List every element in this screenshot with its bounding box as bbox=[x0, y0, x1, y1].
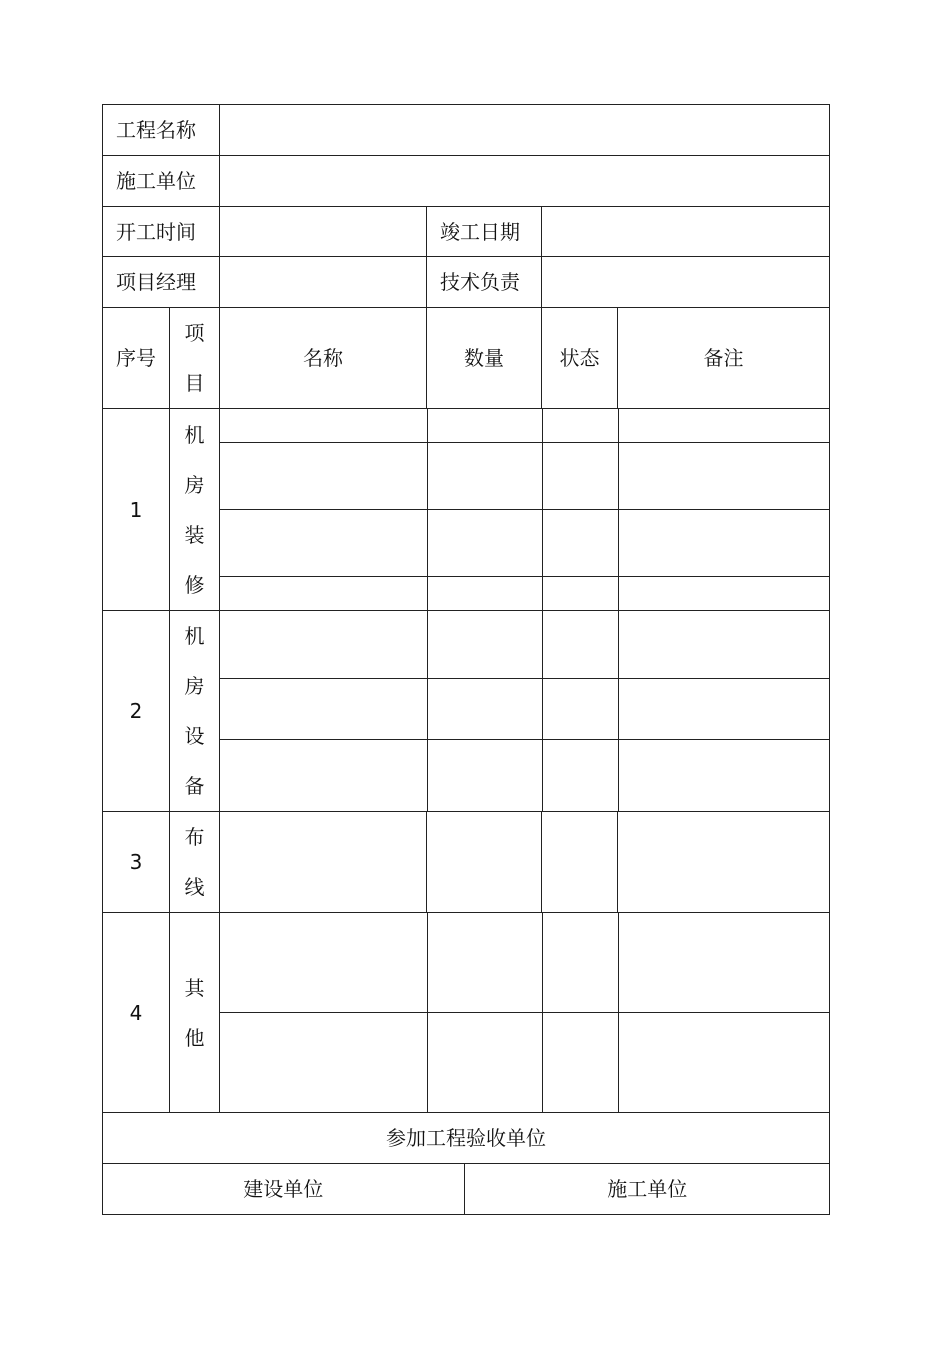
section-row-3 bbox=[103, 812, 830, 913]
tech-lead-label: 技术负责 bbox=[427, 257, 542, 308]
entry-remarks-cell[interactable] bbox=[618, 678, 830, 739]
project-name-field[interactable] bbox=[220, 105, 830, 156]
contractor-field[interactable] bbox=[220, 156, 830, 207]
section-item-text: 机房设备 bbox=[184, 624, 205, 798]
entry-row bbox=[220, 443, 830, 510]
start-date-label: 开工时间 bbox=[103, 207, 220, 257]
section-number: 3 bbox=[103, 812, 170, 913]
entry-remarks-cell[interactable] bbox=[618, 510, 830, 577]
entry-grid bbox=[220, 611, 830, 811]
entry-grid bbox=[220, 913, 830, 1112]
project-acceptance-table bbox=[102, 104, 830, 1215]
entry-quantity-cell[interactable] bbox=[427, 913, 542, 1013]
entry-row bbox=[220, 678, 830, 739]
project-name-label: 工程名称 bbox=[103, 105, 220, 156]
entry-row bbox=[220, 913, 830, 1013]
entry-name-cell[interactable] bbox=[220, 409, 427, 443]
section-item bbox=[170, 409, 220, 611]
start-date-field[interactable] bbox=[220, 207, 427, 257]
acceptance-parties-row bbox=[103, 1164, 830, 1215]
entry-quantity-cell[interactable] bbox=[427, 577, 542, 611]
entry-quantity-cell[interactable] bbox=[427, 611, 542, 678]
entry-name-cell[interactable] bbox=[220, 678, 427, 739]
section-entries bbox=[220, 611, 830, 812]
col-seq-header: 序号 bbox=[103, 308, 170, 409]
contractor-row bbox=[103, 156, 830, 207]
entry-name-cell[interactable] bbox=[220, 577, 427, 611]
entry-status-cell[interactable] bbox=[542, 1013, 618, 1113]
section-number: 2 bbox=[103, 611, 170, 812]
entry-row bbox=[220, 577, 830, 611]
entry-remarks-cell[interactable] bbox=[618, 409, 830, 443]
entry-name-cell[interactable] bbox=[220, 510, 427, 577]
entry-row bbox=[220, 510, 830, 577]
entry-status-cell[interactable] bbox=[542, 678, 618, 739]
entry-quantity-cell[interactable] bbox=[427, 812, 542, 913]
manager-field[interactable] bbox=[220, 257, 427, 308]
entry-row bbox=[220, 611, 830, 678]
section-item bbox=[170, 913, 220, 1113]
entry-remarks-cell[interactable] bbox=[618, 611, 830, 678]
entry-status-cell[interactable] bbox=[542, 510, 618, 577]
section-row-1 bbox=[103, 409, 830, 611]
contractor-party-label: 施工单位 bbox=[464, 1164, 830, 1214]
entry-remarks-cell[interactable] bbox=[618, 812, 830, 913]
column-header-row bbox=[103, 308, 830, 409]
col-remarks-header: 备注 bbox=[618, 308, 830, 409]
entry-status-cell[interactable] bbox=[542, 913, 618, 1013]
col-item-header bbox=[170, 308, 220, 409]
entry-remarks-cell[interactable] bbox=[618, 577, 830, 611]
entry-quantity-cell[interactable] bbox=[427, 1013, 542, 1113]
entry-name-cell[interactable] bbox=[220, 812, 427, 913]
end-date-field[interactable] bbox=[542, 207, 830, 257]
entry-remarks-cell[interactable] bbox=[618, 739, 830, 811]
entry-quantity-cell[interactable] bbox=[427, 739, 542, 811]
entry-grid bbox=[220, 409, 830, 610]
entry-row bbox=[220, 739, 830, 811]
section-item bbox=[170, 812, 220, 913]
acceptance-parties-grid bbox=[103, 1164, 830, 1214]
entry-name-cell[interactable] bbox=[220, 739, 427, 811]
entry-row bbox=[220, 1013, 830, 1113]
section-number: 1 bbox=[103, 409, 170, 611]
section-row-2 bbox=[103, 611, 830, 812]
entry-status-cell[interactable] bbox=[542, 812, 618, 913]
manager-label: 项目经理 bbox=[103, 257, 220, 308]
entry-status-cell[interactable] bbox=[542, 739, 618, 811]
section-entries bbox=[220, 913, 830, 1113]
entry-name-cell[interactable] bbox=[220, 443, 427, 510]
entry-status-cell[interactable] bbox=[542, 443, 618, 510]
entry-remarks-cell[interactable] bbox=[618, 443, 830, 510]
staff-row bbox=[103, 257, 830, 308]
section-item-text: 布线 bbox=[184, 825, 205, 899]
entry-row bbox=[220, 409, 830, 443]
entry-quantity-cell[interactable] bbox=[427, 409, 542, 443]
acceptance-title: 参加工程验收单位 bbox=[103, 1113, 830, 1164]
entry-remarks-cell[interactable] bbox=[618, 913, 830, 1013]
entry-name-cell[interactable] bbox=[220, 913, 427, 1013]
col-quantity-header: 数量 bbox=[427, 308, 542, 409]
col-status-header: 状态 bbox=[542, 308, 618, 409]
col-item-header-text: 项目 bbox=[184, 321, 205, 395]
tech-lead-field[interactable] bbox=[542, 257, 830, 308]
section-item bbox=[170, 611, 220, 812]
acceptance-title-row bbox=[103, 1113, 830, 1164]
section-row-4 bbox=[103, 913, 830, 1113]
section-number: 4 bbox=[103, 913, 170, 1113]
acceptance-parties bbox=[103, 1164, 830, 1215]
entry-status-cell[interactable] bbox=[542, 409, 618, 443]
entry-name-cell[interactable] bbox=[220, 611, 427, 678]
section-item-text: 机房装修 bbox=[184, 422, 205, 597]
contractor-label: 施工单位 bbox=[103, 156, 220, 207]
entry-quantity-cell[interactable] bbox=[427, 510, 542, 577]
entry-status-cell[interactable] bbox=[542, 611, 618, 678]
end-date-label: 竣工日期 bbox=[427, 207, 542, 257]
col-name-header: 名称 bbox=[220, 308, 427, 409]
section-item-text: 其他 bbox=[184, 975, 205, 1050]
construction-party-label: 建设单位 bbox=[103, 1164, 464, 1214]
entry-remarks-cell[interactable] bbox=[618, 1013, 830, 1113]
entry-quantity-cell[interactable] bbox=[427, 443, 542, 510]
dates-row bbox=[103, 207, 830, 257]
entry-status-cell[interactable] bbox=[542, 577, 618, 611]
entry-quantity-cell[interactable] bbox=[427, 678, 542, 739]
project-name-row bbox=[103, 105, 830, 156]
section-entries bbox=[220, 409, 830, 611]
entry-name-cell[interactable] bbox=[220, 1013, 427, 1113]
